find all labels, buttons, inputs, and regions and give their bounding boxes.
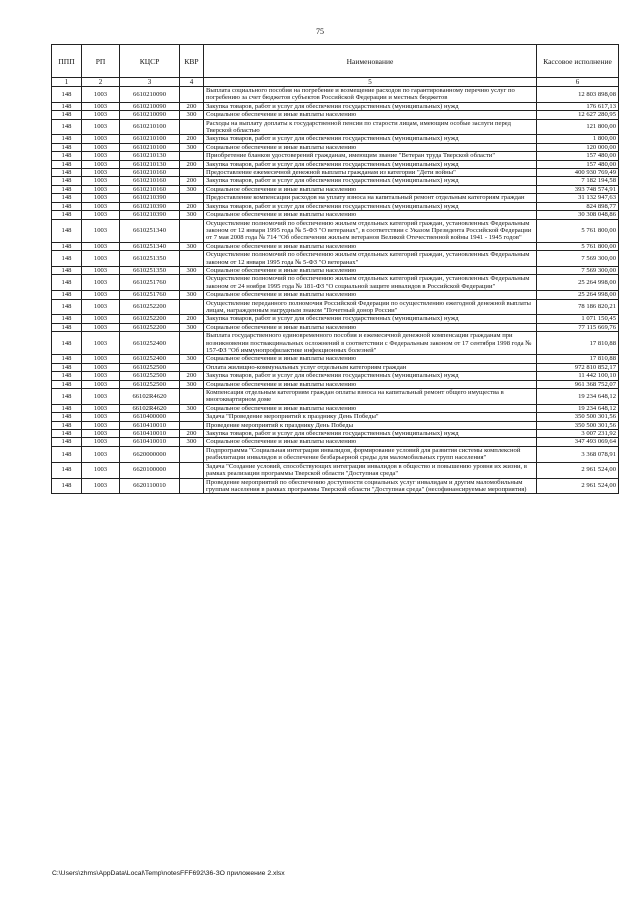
name-cell: Оплата жилищно-коммунальных услуг отдельным категориям граждан [204, 363, 537, 371]
column-header-rp: РП [82, 45, 120, 78]
ppp-cell: 148 [52, 169, 82, 177]
ppp-cell: 148 [52, 430, 82, 438]
rp-cell: 1003 [82, 219, 120, 242]
amount-cell: 19 234 648,12 [537, 404, 619, 412]
rp-cell: 1003 [82, 421, 120, 429]
kcsr-cell: 6610252400 [120, 332, 180, 355]
rp-cell: 1003 [82, 438, 120, 446]
name-cell: Закупка товаров, работ и услуг для обеспечения государственных (муниципальных) нужд [204, 430, 537, 438]
table-row [52, 299, 619, 315]
amount-cell: 3 007 231,92 [537, 430, 619, 438]
column-number: 1 [52, 78, 82, 87]
ppp-cell: 148 [52, 152, 82, 160]
name-cell: Предоставление ежемесячной денежной выплаты гражданам из категории "Дети войны" [204, 169, 537, 177]
kcsr-cell: 6610251340 [120, 242, 180, 250]
table-row [52, 478, 619, 494]
ppp-cell: 148 [52, 380, 82, 388]
name-cell: Осуществление полномочий по обеспечению жильем отдельных категорий граждан, установленных Федеральным законом от 12 января 1995 года № 5-ФЗ "О ветеранах", в соответствии с Указом Президента Российской Федерации от 7 мая 2008 года № 714 "Об обеспечении жильем ветеранов Великой Отечественной войны 1941 - 1945 годов" [204, 219, 537, 242]
amount-cell: 5 761 800,00 [537, 242, 619, 250]
ppp-cell: 148 [52, 323, 82, 331]
amount-cell: 824 898,77 [537, 202, 619, 210]
table-row [52, 291, 619, 299]
kvr-cell [180, 462, 204, 478]
kcsr-cell: 6610210100 [120, 143, 180, 151]
amount-cell: 350 500 301,56 [537, 421, 619, 429]
table-row [52, 430, 619, 438]
amount-cell: 961 368 752,07 [537, 380, 619, 388]
rp-cell: 1003 [82, 299, 120, 315]
kcsr-cell: 6610210160 [120, 177, 180, 185]
name-cell: Закупка товаров, работ и услуг для обеспечения государственных (муниципальных) нужд [204, 372, 537, 380]
rp-cell: 1003 [82, 430, 120, 438]
name-cell: Закупка товаров, работ и услуг для обеспечения государственных (муниципальных) нужд [204, 102, 537, 110]
rp-cell: 1003 [82, 389, 120, 405]
table-row [52, 275, 619, 291]
kvr-cell [180, 152, 204, 160]
ppp-cell: 148 [52, 102, 82, 110]
rp-cell: 1003 [82, 291, 120, 299]
kvr-cell: 300 [180, 404, 204, 412]
ppp-cell: 148 [52, 135, 82, 143]
table-row [52, 169, 619, 177]
kcsr-cell: 6610210390 [120, 202, 180, 210]
ppp-cell: 148 [52, 404, 82, 412]
table-row [52, 389, 619, 405]
kvr-cell: 300 [180, 323, 204, 331]
kvr-cell: 200 [180, 135, 204, 143]
kcsr-cell: 6610251350 [120, 251, 180, 267]
column-header-name: Наименование [204, 45, 537, 78]
amount-cell: 19 234 648,12 [537, 389, 619, 405]
ppp-cell: 148 [52, 211, 82, 219]
ppp-cell: 148 [52, 355, 82, 363]
rp-cell: 1003 [82, 160, 120, 168]
amount-cell: 1 071 150,45 [537, 315, 619, 323]
name-cell: Проведение мероприятий к празднику День Победы [204, 421, 537, 429]
kcsr-cell: 6610210090 [120, 111, 180, 119]
kvr-cell: 200 [180, 177, 204, 185]
rp-cell: 1003 [82, 143, 120, 151]
column-header-amount: Кассовое исполнение [537, 45, 619, 78]
amount-cell: 2 961 524,00 [537, 478, 619, 494]
table-row [52, 462, 619, 478]
name-cell: Социальное обеспечение и иные выплаты населению [204, 242, 537, 250]
name-cell: Закупка товаров, работ и услуг для обеспечения государственных (муниципальных) нужд [204, 177, 537, 185]
name-cell: Социальное обеспечение и иные выплаты населению [204, 143, 537, 151]
table-row [52, 323, 619, 331]
table-row [52, 266, 619, 274]
ppp-cell: 148 [52, 438, 82, 446]
table-row [52, 194, 619, 202]
amount-cell: 7 569 300,00 [537, 251, 619, 267]
kvr-cell [180, 219, 204, 242]
ppp-cell: 148 [52, 363, 82, 371]
table-row [52, 355, 619, 363]
kcsr-cell: 6610410010 [120, 430, 180, 438]
rp-cell: 1003 [82, 266, 120, 274]
kcsr-cell: 6610251760 [120, 291, 180, 299]
table-row [52, 242, 619, 250]
kvr-cell: 300 [180, 211, 204, 219]
rp-cell: 1003 [82, 332, 120, 355]
ppp-cell: 148 [52, 111, 82, 119]
amount-cell: 7 569 300,00 [537, 266, 619, 274]
ppp-cell: 148 [52, 299, 82, 315]
rp-cell: 1003 [82, 363, 120, 371]
amount-cell: 12 627 280,95 [537, 111, 619, 119]
rp-cell: 1003 [82, 462, 120, 478]
kcsr-cell: 6610410010 [120, 438, 180, 446]
kvr-cell: 300 [180, 291, 204, 299]
rp-cell: 1003 [82, 242, 120, 250]
name-cell: Компенсация отдельным категориям граждан оплаты взноса на капитальный ремонт общего имущества в многоквартирном доме [204, 389, 537, 405]
name-cell: Предоставление компенсации расходов на уплату взноса на капитальный ремонт отдельным категориям граждан [204, 194, 537, 202]
table-row [52, 111, 619, 119]
rp-cell: 1003 [82, 323, 120, 331]
kvr-cell [180, 363, 204, 371]
table-row [52, 143, 619, 151]
amount-cell: 5 761 800,00 [537, 219, 619, 242]
column-header-kvr: КВР [180, 45, 204, 78]
rp-cell: 1003 [82, 355, 120, 363]
rp-cell: 1003 [82, 177, 120, 185]
ppp-cell: 148 [52, 266, 82, 274]
name-cell: Подпрограмма "Социальная интеграция инвалидов, формирование условий для развития системы комплексной реабилитации инвалидов и обеспечение безбарьерной среды для маломобильных групп населения" [204, 446, 537, 462]
kcsr-cell: 6610251340 [120, 219, 180, 242]
kcsr-cell: 6610210390 [120, 194, 180, 202]
kvr-cell [180, 389, 204, 405]
amount-cell: 78 186 820,21 [537, 299, 619, 315]
kcsr-cell: 6610252500 [120, 363, 180, 371]
ppp-cell: 148 [52, 389, 82, 405]
kcsr-cell: 6610252400 [120, 355, 180, 363]
table-row [52, 135, 619, 143]
kcsr-cell: 66102R4620 [120, 389, 180, 405]
table-row [52, 438, 619, 446]
name-cell: Закупка товаров, работ и услуг для обеспечения государственных (муниципальных) нужд [204, 135, 537, 143]
rp-cell: 1003 [82, 194, 120, 202]
kcsr-cell: 6610210130 [120, 152, 180, 160]
rp-cell: 1003 [82, 119, 120, 135]
amount-cell: 31 132 947,63 [537, 194, 619, 202]
name-cell: Осуществление переданного полномочия Российской Федерации по осуществлению ежегодной денежной выплаты лицам, награжденным нагрудным знаком "Почетный донор России" [204, 299, 537, 315]
name-cell: Социальное обеспечение и иные выплаты населению [204, 266, 537, 274]
amount-cell: 157 480,00 [537, 152, 619, 160]
amount-cell: 30 308 048,86 [537, 211, 619, 219]
kcsr-cell: 6610251760 [120, 275, 180, 291]
ppp-cell: 148 [52, 275, 82, 291]
table-row [52, 211, 619, 219]
name-cell: Проведение мероприятий по обеспечению доступности социальных услуг инвалидам и другим маломобильным группам населения в рамках программы Тверской области "Доступная среда" (несофинансируемые мероприятия) [204, 478, 537, 494]
kcsr-cell: 66102R4620 [120, 404, 180, 412]
ppp-cell: 148 [52, 291, 82, 299]
column-number: 6 [537, 78, 619, 87]
table-row [52, 380, 619, 388]
amount-cell: 17 810,88 [537, 355, 619, 363]
ppp-cell: 148 [52, 251, 82, 267]
kvr-cell: 200 [180, 202, 204, 210]
name-cell: Социальное обеспечение и иные выплаты населению [204, 185, 537, 193]
table-row [52, 160, 619, 168]
amount-cell: 400 930 769,49 [537, 169, 619, 177]
name-cell: Социальное обеспечение и иные выплаты населению [204, 211, 537, 219]
kcsr-cell: 6610252200 [120, 315, 180, 323]
rp-cell: 1003 [82, 315, 120, 323]
name-cell: Социальное обеспечение и иные выплаты населению [204, 323, 537, 331]
table-row [52, 87, 619, 103]
amount-cell: 120 000,00 [537, 143, 619, 151]
ppp-cell: 148 [52, 143, 82, 151]
kvr-cell [180, 413, 204, 421]
amount-cell: 25 264 998,00 [537, 275, 619, 291]
ppp-cell: 148 [52, 446, 82, 462]
kvr-cell [180, 421, 204, 429]
kvr-cell: 200 [180, 102, 204, 110]
kcsr-cell: 6610252200 [120, 299, 180, 315]
page-number: 75 [316, 27, 324, 36]
table-row [52, 404, 619, 412]
amount-cell: 157 480,00 [537, 160, 619, 168]
amount-cell: 347 493 069,64 [537, 438, 619, 446]
kcsr-cell: 6610210160 [120, 169, 180, 177]
column-header-kcsr: КЦСР [120, 45, 180, 78]
kcsr-cell: 6610251350 [120, 266, 180, 274]
name-cell: Осуществление полномочий по обеспечению жильем отдельных категорий граждан, установленных Федеральным законом от 12 января 1995 года № 5-ФЗ "О ветеранах" [204, 251, 537, 267]
file-path-footer: C:\Users\zhms\AppData\Local\Temp\notesFFF692\36-ЗО приложение 2.xlsx [52, 870, 285, 877]
amount-cell: 25 264 998,00 [537, 291, 619, 299]
table-row [52, 363, 619, 371]
name-cell: Осуществление полномочий по обеспечению жильем отдельных категорий граждан, установленных Федеральным законом от 24 ноября 1995 года № 181-ФЗ "О социальной защите инвалидов в Российской Федерации" [204, 275, 537, 291]
kvr-cell [180, 299, 204, 315]
kvr-cell [180, 275, 204, 291]
table-row [52, 219, 619, 242]
rp-cell: 1003 [82, 102, 120, 110]
table-row [52, 421, 619, 429]
kvr-cell: 300 [180, 355, 204, 363]
kcsr-cell: 6610400000 [120, 413, 180, 421]
kvr-cell: 300 [180, 143, 204, 151]
kvr-cell [180, 446, 204, 462]
rp-cell: 1003 [82, 169, 120, 177]
name-cell: Расходы на выплату доплаты к государственной пенсии по старости лицам, имеющим особые заслуги перед Тверской областью [204, 119, 537, 135]
kvr-cell [180, 119, 204, 135]
kvr-cell: 300 [180, 266, 204, 274]
rp-cell: 1003 [82, 202, 120, 210]
amount-cell: 11 442 100,10 [537, 372, 619, 380]
name-cell: Закупка товаров, работ и услуг для обеспечения государственных (муниципальных) нужд [204, 315, 537, 323]
name-cell: Социальное обеспечение и иные выплаты населению [204, 404, 537, 412]
amount-cell: 972 810 852,17 [537, 363, 619, 371]
ppp-cell: 148 [52, 219, 82, 242]
kvr-cell [180, 169, 204, 177]
rp-cell: 1003 [82, 446, 120, 462]
kcsr-cell: 6610210390 [120, 211, 180, 219]
kvr-cell: 200 [180, 430, 204, 438]
table-row [52, 102, 619, 110]
name-cell: Социальное обеспечение и иные выплаты населению [204, 438, 537, 446]
table-row [52, 372, 619, 380]
kcsr-cell: 6610210100 [120, 135, 180, 143]
budget-table [51, 44, 619, 494]
ppp-cell: 148 [52, 202, 82, 210]
ppp-cell: 148 [52, 421, 82, 429]
amount-cell: 2 961 524,00 [537, 462, 619, 478]
rp-cell: 1003 [82, 372, 120, 380]
ppp-cell: 148 [52, 177, 82, 185]
column-number: 5 [204, 78, 537, 87]
kvr-cell: 300 [180, 242, 204, 250]
rp-cell: 1003 [82, 135, 120, 143]
ppp-cell: 148 [52, 315, 82, 323]
ppp-cell: 148 [52, 413, 82, 421]
ppp-cell: 148 [52, 160, 82, 168]
kvr-cell: 300 [180, 111, 204, 119]
kcsr-cell: 6610410010 [120, 421, 180, 429]
name-cell: Выплата социального пособия на погребение и возмещение расходов по гарантированному перечню услуг по погребению за счет бюджетов субъектов Российской Федерации и местных бюджетов [204, 87, 537, 103]
kcsr-cell: 6610210130 [120, 160, 180, 168]
column-number: 2 [82, 78, 120, 87]
kvr-cell [180, 478, 204, 494]
kvr-cell [180, 332, 204, 355]
column-number: 4 [180, 78, 204, 87]
rp-cell: 1003 [82, 152, 120, 160]
kvr-cell: 300 [180, 185, 204, 193]
ppp-cell: 148 [52, 478, 82, 494]
column-header-ppp: ППП [52, 45, 82, 78]
table-body [52, 87, 619, 494]
amount-cell: 3 368 078,91 [537, 446, 619, 462]
name-cell: Социальное обеспечение и иные выплаты населению [204, 380, 537, 388]
table-row [52, 413, 619, 421]
name-cell: Социальное обеспечение и иные выплаты населению [204, 111, 537, 119]
kcsr-cell: 6620000000 [120, 446, 180, 462]
kvr-cell: 200 [180, 315, 204, 323]
rp-cell: 1003 [82, 478, 120, 494]
ppp-cell: 148 [52, 194, 82, 202]
ppp-cell: 148 [52, 242, 82, 250]
rp-cell: 1003 [82, 413, 120, 421]
rp-cell: 1003 [82, 404, 120, 412]
kvr-cell: 300 [180, 380, 204, 388]
table-row [52, 185, 619, 193]
rp-cell: 1003 [82, 185, 120, 193]
kcsr-cell: 6610252500 [120, 372, 180, 380]
rp-cell: 1003 [82, 211, 120, 219]
amount-cell: 350 500 301,56 [537, 413, 619, 421]
rp-cell: 1003 [82, 380, 120, 388]
name-cell: Социальное обеспечение и иные выплаты населению [204, 291, 537, 299]
rp-cell: 1003 [82, 87, 120, 103]
ppp-cell: 148 [52, 462, 82, 478]
kcsr-cell: 6610252500 [120, 380, 180, 388]
kvr-cell: 200 [180, 160, 204, 168]
kvr-cell: 300 [180, 438, 204, 446]
table-row [52, 315, 619, 323]
amount-cell: 77 115 669,76 [537, 323, 619, 331]
amount-cell: 17 810,88 [537, 332, 619, 355]
amount-cell: 176 617,13 [537, 102, 619, 110]
header-row [52, 45, 619, 78]
kcsr-cell: 6620110010 [120, 478, 180, 494]
name-cell: Закупка товаров, работ и услуг для обеспечения государственных (муниципальных) нужд [204, 202, 537, 210]
amount-cell: 393 748 574,91 [537, 185, 619, 193]
amount-cell: 12 803 898,08 [537, 87, 619, 103]
rp-cell: 1003 [82, 251, 120, 267]
ppp-cell: 148 [52, 87, 82, 103]
name-cell: Задача "Создание условий, способствующих интеграции инвалидов в общество и повышению уровня их жизни, в рамках реализации программы Тверской области "Доступная среда" [204, 462, 537, 478]
amount-cell: 1 800,00 [537, 135, 619, 143]
kvr-cell [180, 251, 204, 267]
ppp-cell: 148 [52, 332, 82, 355]
kcsr-cell: 6610210090 [120, 87, 180, 103]
table-row [52, 202, 619, 210]
name-cell: Социальное обеспечение и иные выплаты населению [204, 355, 537, 363]
rp-cell: 1003 [82, 111, 120, 119]
table-row [52, 152, 619, 160]
name-cell: Выплата государственного единовременного пособия и ежемесячной денежной компенсации гражданам при возникновении поствакцинальных осложнений в соответствии с Федеральным законом от 17 сентября 1998 года № 157-ФЗ "Об иммунопрофилактике инфекционных болезней" [204, 332, 537, 355]
kvr-cell [180, 87, 204, 103]
table-row [52, 119, 619, 135]
column-number-row [52, 78, 619, 87]
name-cell: Закупка товаров, работ и услуг для обеспечения государственных (муниципальных) нужд [204, 160, 537, 168]
table-row [52, 177, 619, 185]
ppp-cell: 148 [52, 185, 82, 193]
table-row [52, 332, 619, 355]
kcsr-cell: 6610252200 [120, 323, 180, 331]
kcsr-cell: 6610210090 [120, 102, 180, 110]
amount-cell: 7 182 194,58 [537, 177, 619, 185]
column-number: 3 [120, 78, 180, 87]
name-cell: Задача "Проведение мероприятий к празднику День Победы" [204, 413, 537, 421]
amount-cell: 121 800,00 [537, 119, 619, 135]
table-row [52, 446, 619, 462]
rp-cell: 1003 [82, 275, 120, 291]
ppp-cell: 148 [52, 119, 82, 135]
kvr-cell [180, 194, 204, 202]
kvr-cell: 200 [180, 372, 204, 380]
kcsr-cell: 6620100000 [120, 462, 180, 478]
kcsr-cell: 6610210100 [120, 119, 180, 135]
table-row [52, 251, 619, 267]
name-cell: Приобретение бланков удостоверений гражданам, имеющим звание "Ветеран труда Тверской области" [204, 152, 537, 160]
ppp-cell: 148 [52, 372, 82, 380]
kcsr-cell: 6610210160 [120, 185, 180, 193]
